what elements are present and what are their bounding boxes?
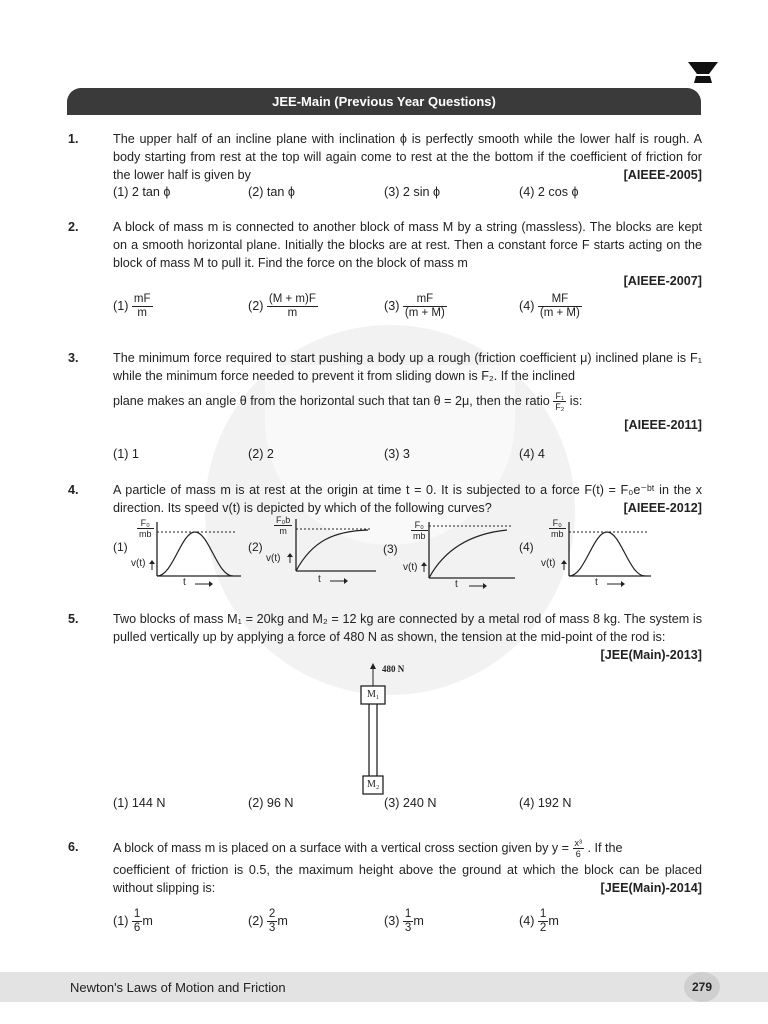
question-text: The upper half of an incline plane with inclination ϕ is perfectly smooth while the lower half is rough. A body starting from rest at the top will again come to rest at the the bottom if the coefficient of friction for the lower half is given by <box>113 132 702 182</box>
option-4: (4) $\frac{MF}{(m + M)}$ <box>519 293 580 319</box>
question-number: 2. <box>68 220 79 234</box>
y-axis-label: v(t) <box>541 558 556 569</box>
option-4: (4) 4 <box>519 447 545 461</box>
rod-blocks-figure <box>355 660 435 796</box>
page-number: 279 <box>684 972 720 1002</box>
fraction: $\frac{1}{3}$ <box>404 908 412 934</box>
y-axis-label: v(t) <box>403 562 418 573</box>
question-number: 6. <box>68 840 79 854</box>
option-1: (1) 2 tan ϕ <box>113 185 171 199</box>
bottom-block-label: M₂ <box>367 779 380 790</box>
option-3: (3) 2 sin ϕ <box>384 185 441 199</box>
section-title: JEE-Main (Previous Year Questions) <box>272 94 496 109</box>
question-number: 1. <box>68 132 79 146</box>
question-4 <box>68 481 702 517</box>
question-6: 6. A block of mass m is placed on a surface with a vertical cross section given by y = $\frac{\text{x³}}{6}$ . If the coefficient of friction is 0.5, the maximum height above the ground at which the block can be placed without slipping is: [JEE(Main)-2014] <box>68 838 702 895</box>
option-2: (2) 2 <box>248 447 274 461</box>
equation-fraction: $\frac{\text{x³}}{6}$ <box>574 838 583 859</box>
y-top-label: $\frac{\text{F₀}}{mb}$ <box>413 520 426 541</box>
force-label: 480 N <box>382 664 405 674</box>
x-axis-label: t <box>183 577 186 588</box>
page-footer <box>0 972 768 1002</box>
question-2 <box>68 218 702 290</box>
question-text: The minimum force required to start pushing a body up a rough (friction coefficient μ) inclined plane is F₁ while the minimum force needed to prevent it from sliding down is F₂. If the inclined <box>113 351 702 383</box>
y-axis-label: v(t) <box>266 553 281 564</box>
section-header <box>67 88 701 115</box>
y-axis-label: v(t) <box>131 558 146 569</box>
option-3: (3) $\frac{1}{3}$ m <box>384 908 424 934</box>
chapter-title: Newton's Laws of Motion and Friction <box>70 980 286 995</box>
question-text: A block of mass m is placed on a surface with a vertical cross section given by <box>113 840 549 855</box>
question-text-continued: plane makes an angle θ from the horizontal such that tan θ = 2μ, then the ratio <box>113 393 550 408</box>
option-2: (2) tan ϕ <box>248 185 295 199</box>
question-reference: [AIEEE-2012] <box>623 501 702 515</box>
option-3: (3) 240 N <box>384 796 437 810</box>
y-top-label: $\frac{\text{F₀}}{mb}$ <box>551 518 564 539</box>
option-2: (2) 96 N <box>248 796 294 810</box>
fraction: $\frac{1}{6}$ <box>133 908 141 934</box>
option-2: (2) $\frac{2}{3}$ m <box>248 908 288 934</box>
fraction: $\frac{2}{3}$ <box>268 908 276 934</box>
option-4-graph: (4) $\frac{\text{F₀}}{mb}$ v(t) t <box>519 518 654 590</box>
question-number: 5. <box>68 612 79 626</box>
question-number: 3. <box>68 351 79 365</box>
equation-lhs: y = <box>551 840 570 855</box>
option-4: (4) $\frac{1}{2}$ m <box>519 908 559 934</box>
option-3: (3) $\frac{mF}{(m + M)}$ <box>384 293 445 319</box>
option-2: (2) $\frac{(M + m)F}{m}$ <box>248 293 316 319</box>
option-1-graph: (1) $\frac{\text{F₀}}{mb}$ v(t) t <box>113 518 243 590</box>
fraction: $\frac{mF}{m}$ <box>133 293 151 319</box>
question-1 <box>68 130 702 184</box>
option-4: (4) 2 cos ϕ <box>519 185 579 199</box>
question-5 <box>68 610 702 664</box>
x-axis-label: t <box>455 579 458 590</box>
question-text: A block of mass m is connected to another block of mass M by a string (massless). The blocks are kept on a smooth horizontal plane. Initially the blocks are at rest. Then a constant force F starts acting on the block of mass M to pull it. Find the force on the block of mass m <box>113 220 702 270</box>
question-reference: [JEE(Main)-2013] <box>600 648 702 662</box>
fraction: $\frac{(M + m)F}{m}$ <box>268 293 316 319</box>
question-reference: [AIEEE-2007] <box>623 274 702 288</box>
question-3: 3. The minimum force required to start pushing a body up a rough (friction coefficient μ) inclined plane is F₁ while the minimum force needed to prevent it from sliding down is F₂. If the inclined plane makes an angle θ from the horizontal such that tan θ = 2μ, then the ratio $\frac{\text{F₁}}{\text{F₂}}$ is: [AIEEE-2011] <box>68 351 702 432</box>
question-text: Two blocks of mass M₁ = 20kg and M₂ = 12 kg are connected by a metal rod of mass 8 kg. The system is pulled vertically up by applying a force of 480 N as shown, the tension at the mid-point of the rod is: <box>113 612 702 644</box>
fraction: $\frac{MF}{(m + M)}$ <box>539 293 580 319</box>
question-reference: [AIEEE-2011] <box>624 418 702 432</box>
x-axis-label: t <box>595 577 598 588</box>
option-1: (1) $\frac{mF}{m}$ <box>113 293 151 319</box>
option-3-graph: (3) $\frac{\text{F₀}}{mb}$ v(t) t <box>383 520 518 592</box>
question-text: A particle of mass m is at rest at the origin at time t = 0. It is subjected to a force F(t) = F₀e⁻ᵇᵗ in the x direction. Its speed v(t) is depicted by which of the following curves? <box>113 483 702 515</box>
question-reference: [JEE(Main)-2014] <box>600 881 702 895</box>
y-top-label: $\frac{\text{F₀}}{mb}$ <box>139 518 152 539</box>
option-1: (1) 1 <box>113 447 139 461</box>
question-reference: [AIEEE-2005] <box>623 168 702 182</box>
option-2-graph: (2) $\frac{\text{F₀b}}{m}$ v(t) t <box>248 515 378 590</box>
option-4: (4) 192 N <box>519 796 572 810</box>
x-axis-label: t <box>318 574 321 585</box>
fraction: $\frac{mF}{(m + M)}$ <box>404 293 445 319</box>
y-top-label: $\frac{\text{F₀b}}{m}$ <box>276 515 291 536</box>
fraction: $\frac{1}{2}$ <box>539 908 547 934</box>
publisher-logo-icon <box>688 62 718 84</box>
ratio-fraction: $\frac{\text{F₁}}{\text{F₂}}$ <box>555 391 565 412</box>
question-text-continued: coefficient of friction is 0.5, the maximum height above the ground at which the block can be placed without slipping is: <box>113 863 702 895</box>
option-1: (1) 144 N <box>113 796 166 810</box>
top-block-label: M₁ <box>367 689 380 700</box>
question-number: 4. <box>68 483 79 497</box>
option-3: (3) 3 <box>384 447 410 461</box>
option-1: (1) $\frac{1}{6}$ m <box>113 908 153 934</box>
